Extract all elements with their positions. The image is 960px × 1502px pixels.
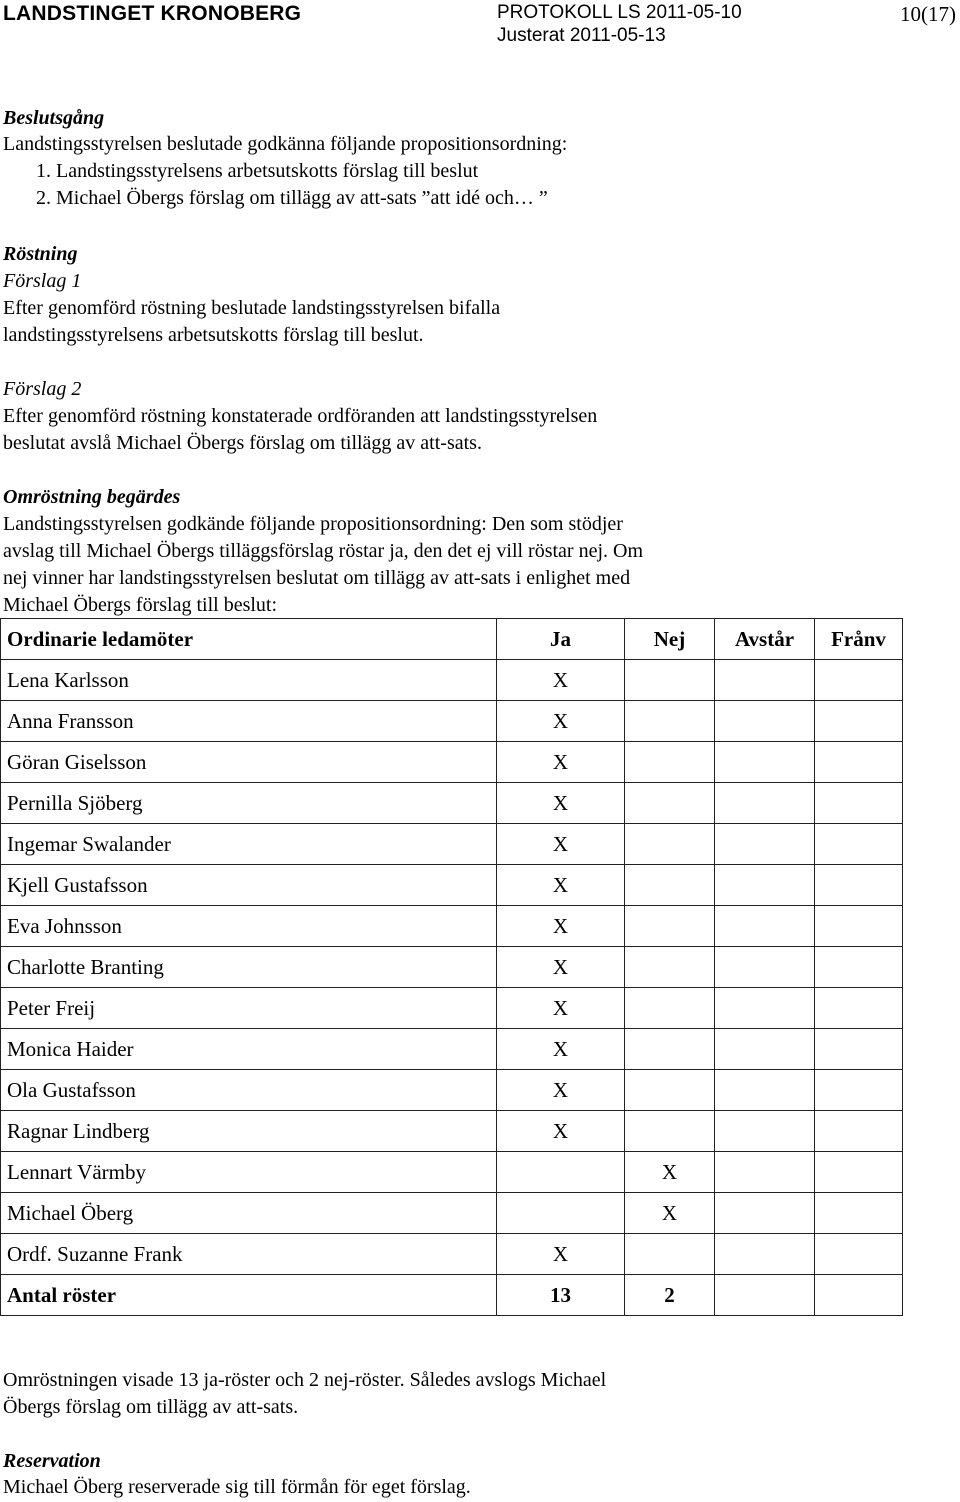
vote-ja: X	[497, 1234, 625, 1275]
total-avstar	[715, 1275, 815, 1316]
vote-franv	[815, 824, 903, 865]
omrostning-text-line: Michael Öbergs förslag till beslut:	[3, 594, 278, 616]
vote-avstar	[715, 906, 815, 947]
vote-ja: X	[497, 1070, 625, 1111]
table-row	[1, 1029, 903, 1070]
reservation-heading: Reservation	[3, 1450, 101, 1472]
vote-franv	[815, 1152, 903, 1193]
omrostning-text-line: Landstingsstyrelsen godkände följande propositionsordning: Den som stödjer	[3, 513, 623, 535]
page-number: 10(17)	[900, 2, 956, 26]
table-row	[1, 906, 903, 947]
page-header	[0, 0, 960, 50]
vote-franv	[815, 988, 903, 1029]
total-row	[1, 1275, 903, 1316]
vote-franv	[815, 1111, 903, 1152]
column-header-nej: Nej	[625, 619, 715, 660]
column-header-ledamoter: Ordinarie ledamöter	[1, 619, 497, 660]
member-name: Ingemar Swalander	[1, 824, 497, 865]
vote-franv	[815, 906, 903, 947]
proposition-item: 2. Michael Öbergs förslag om tillägg av att-sats ”att idé och… ”	[36, 187, 548, 209]
vote-nej	[625, 1070, 715, 1111]
vote-avstar	[715, 947, 815, 988]
forslag1-heading: Förslag 1	[3, 270, 82, 292]
member-name: Pernilla Sjöberg	[1, 783, 497, 824]
reservation-text: Michael Öberg reserverade sig till förmån för eget förslag.	[3, 1476, 471, 1498]
table-row	[1, 865, 903, 906]
vote-avstar	[715, 1029, 815, 1070]
member-name: Kjell Gustafsson	[1, 865, 497, 906]
table-row	[1, 824, 903, 865]
member-name: Peter Freij	[1, 988, 497, 1029]
vote-avstar	[715, 988, 815, 1029]
table-row	[1, 1070, 903, 1111]
total-label: Antal röster	[1, 1275, 497, 1316]
table-row	[1, 660, 903, 701]
vote-ja: X	[497, 742, 625, 783]
omrostning-text-line: nej vinner har landstingsstyrelsen beslutat om tillägg av att-sats i enlighet med	[3, 567, 631, 589]
vote-franv	[815, 783, 903, 824]
forslag1-text-line: landstingsstyrelsens arbetsutskotts förslag till beslut.	[3, 324, 424, 346]
vote-avstar	[715, 824, 815, 865]
vote-ja	[497, 1193, 625, 1234]
total-franv	[815, 1275, 903, 1316]
vote-table	[0, 618, 903, 1316]
vote-avstar	[715, 865, 815, 906]
table-row	[1, 701, 903, 742]
member-name: Eva Johnsson	[1, 906, 497, 947]
vote-ja: X	[497, 783, 625, 824]
member-name: Michael Öberg	[1, 1193, 497, 1234]
vote-avstar	[715, 1234, 815, 1275]
result-text-line: Öbergs förslag om tillägg av att-sats.	[3, 1396, 299, 1418]
member-name: Lena Karlsson	[1, 660, 497, 701]
vote-avstar	[715, 701, 815, 742]
beslutsgang-intro: Landstingsstyrelsen beslutade godkänna följande propositionsordning:	[3, 133, 568, 155]
table-header-row	[1, 619, 903, 660]
vote-ja: X	[497, 660, 625, 701]
vote-nej	[625, 1234, 715, 1275]
omrostning-text-line: avslag till Michael Öbergs tilläggsförslag röstar ja, den det ej vill röstar nej. Om	[3, 540, 644, 562]
vote-nej	[625, 742, 715, 783]
table-row	[1, 947, 903, 988]
result-text-line: Omröstningen visade 13 ja-röster och 2 nej-röster. Således avslogs Michael	[3, 1369, 607, 1391]
vote-ja	[497, 1152, 625, 1193]
vote-ja: X	[497, 701, 625, 742]
forslag2-text-line: beslutat avslå Michael Öbergs förslag om tillägg av att-sats.	[3, 432, 482, 454]
vote-ja: X	[497, 1111, 625, 1152]
vote-franv	[815, 1029, 903, 1070]
vote-ja: X	[497, 824, 625, 865]
organization-name: LANDSTINGET KRONOBERG	[3, 2, 302, 25]
total-ja: 13	[497, 1275, 625, 1316]
table-row	[1, 783, 903, 824]
protocol-date: PROTOKOLL LS 2011-05-10	[497, 2, 742, 23]
vote-franv	[815, 865, 903, 906]
vote-franv	[815, 1070, 903, 1111]
vote-franv	[815, 701, 903, 742]
omrostning-heading: Omröstning begärdes	[3, 486, 181, 508]
member-name: Anna Fransson	[1, 701, 497, 742]
table-row	[1, 1193, 903, 1234]
vote-franv	[815, 947, 903, 988]
forslag2-text-line: Efter genomförd röstning konstaterade ordföranden att landstingsstyrelsen	[3, 405, 598, 427]
vote-nej: X	[625, 1193, 715, 1234]
vote-nej	[625, 988, 715, 1029]
beslutsgang-heading: Beslutsgång	[3, 107, 105, 129]
vote-nej	[625, 824, 715, 865]
vote-ja: X	[497, 906, 625, 947]
vote-avstar	[715, 1152, 815, 1193]
member-name: Ordf. Suzanne Frank	[1, 1234, 497, 1275]
justerat-date: Justerat 2011-05-13	[497, 25, 666, 46]
member-name: Göran Giselsson	[1, 742, 497, 783]
vote-avstar	[715, 1193, 815, 1234]
member-name: Lennart Värmby	[1, 1152, 497, 1193]
column-header-avstar: Avstår	[715, 619, 815, 660]
vote-nej	[625, 947, 715, 988]
forslag2-heading: Förslag 2	[3, 378, 82, 400]
vote-ja: X	[497, 947, 625, 988]
column-header-franv: Frånv	[815, 619, 903, 660]
rostning-heading: Röstning	[3, 243, 78, 265]
member-name: Ola Gustafsson	[1, 1070, 497, 1111]
table-row	[1, 988, 903, 1029]
proposition-item: 1. Landstingsstyrelsens arbetsutskotts förslag till beslut	[36, 160, 479, 182]
vote-franv	[815, 1193, 903, 1234]
vote-franv	[815, 1234, 903, 1275]
column-header-ja: Ja	[497, 619, 625, 660]
table-row	[1, 1152, 903, 1193]
vote-nej	[625, 783, 715, 824]
vote-nej	[625, 906, 715, 947]
vote-nej	[625, 1111, 715, 1152]
table-row	[1, 1234, 903, 1275]
total-nej: 2	[625, 1275, 715, 1316]
vote-franv	[815, 660, 903, 701]
vote-avstar	[715, 783, 815, 824]
vote-ja: X	[497, 865, 625, 906]
table-row	[1, 1111, 903, 1152]
vote-nej	[625, 660, 715, 701]
member-name: Ragnar Lindberg	[1, 1111, 497, 1152]
vote-franv	[815, 742, 903, 783]
vote-ja: X	[497, 988, 625, 1029]
member-name: Charlotte Branting	[1, 947, 497, 988]
vote-nej	[625, 701, 715, 742]
forslag1-text-line: Efter genomförd röstning beslutade landstingsstyrelsen bifalla	[3, 297, 501, 319]
vote-nej: X	[625, 1152, 715, 1193]
vote-avstar	[715, 660, 815, 701]
vote-nej	[625, 865, 715, 906]
vote-avstar	[715, 1070, 815, 1111]
vote-avstar	[715, 742, 815, 783]
vote-avstar	[715, 1111, 815, 1152]
member-name: Monica Haider	[1, 1029, 497, 1070]
table-row	[1, 742, 903, 783]
vote-nej	[625, 1029, 715, 1070]
vote-ja: X	[497, 1029, 625, 1070]
